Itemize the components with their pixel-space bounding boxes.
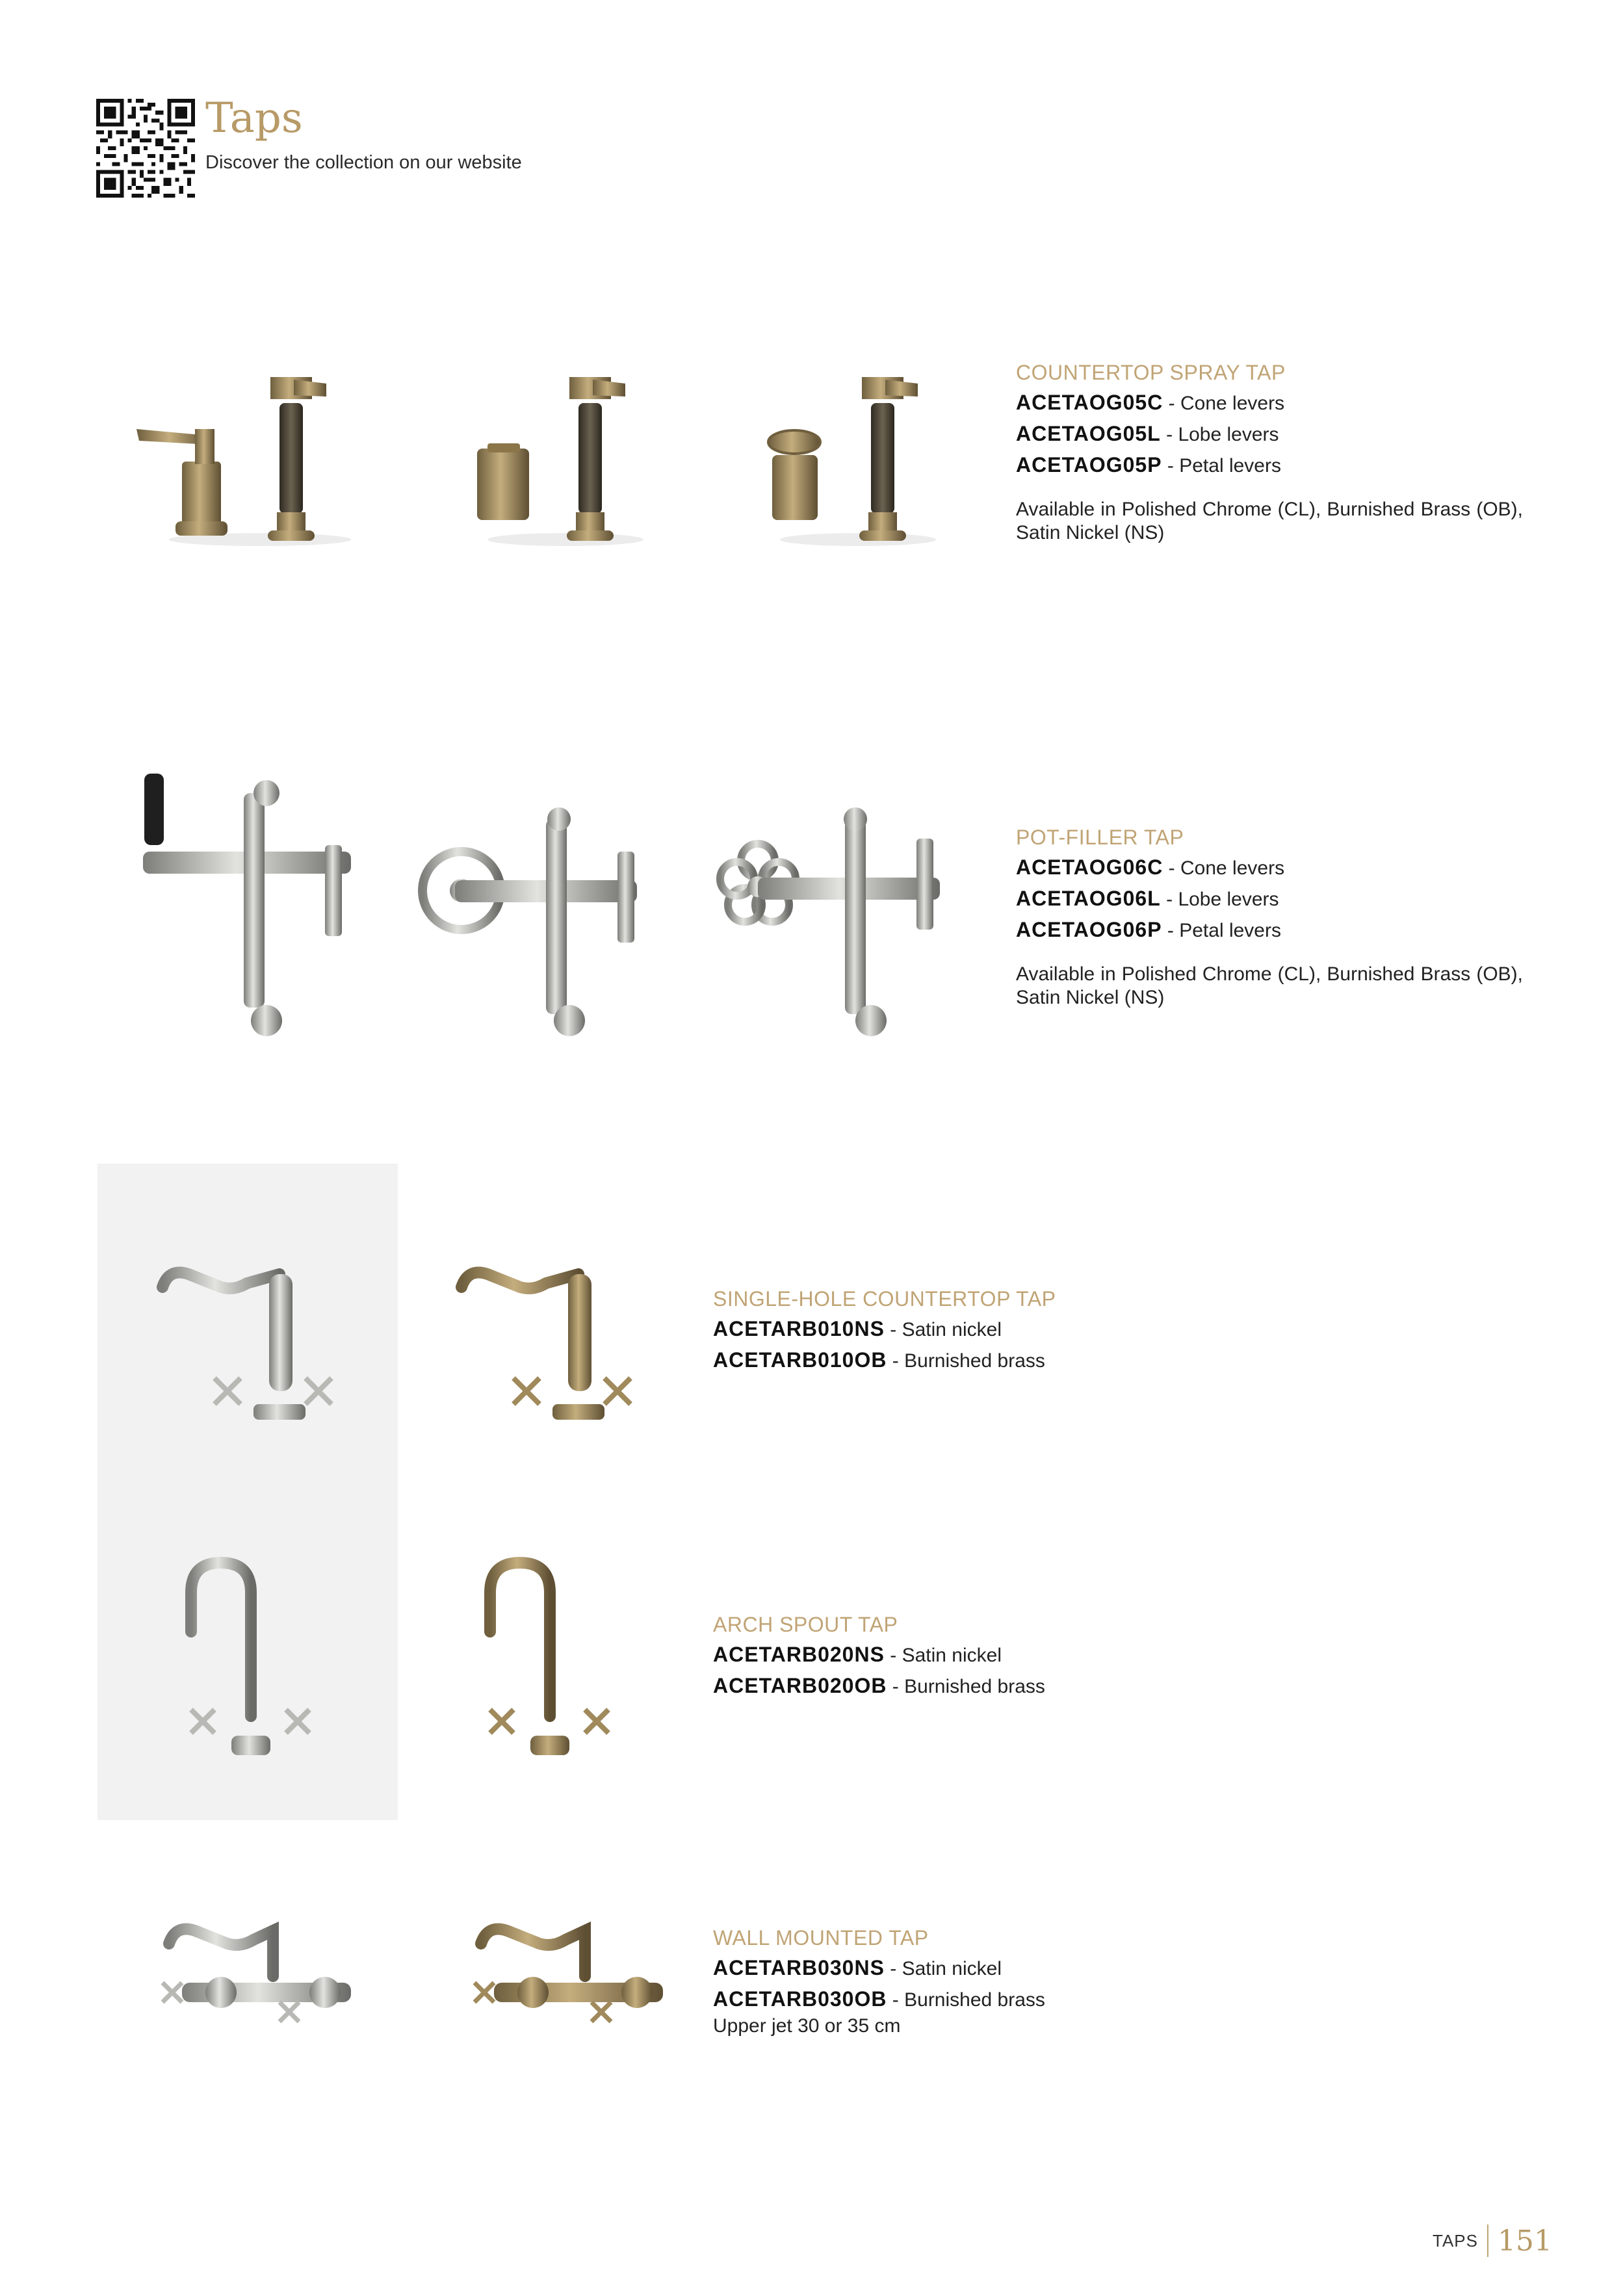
product-code-line: ACETAOG05P - Petal levers — [1016, 453, 1281, 476]
product-code-line: ACETAOG06C - Cone levers — [1016, 855, 1285, 879]
single-hole-tap-nickel-image — [149, 1248, 344, 1437]
product-code-line: ACETAOG06P - Petal levers — [1016, 918, 1281, 941]
product-variant: Lobe levers — [1178, 424, 1279, 445]
product-code: ACETARB030NS — [713, 1956, 885, 1979]
product-variant: Satin nickel — [902, 1319, 1002, 1340]
spray-tap-lobe-image — [468, 364, 663, 553]
product-variant: Satin nickel — [902, 1645, 1002, 1666]
arch-spout-tap-nickel-image — [175, 1554, 325, 1768]
product-title: WALL MOUNTED TAP — [713, 1926, 929, 1950]
product-code: ACETAOG05P — [1016, 453, 1162, 476]
product-variant: Petal levers — [1179, 920, 1281, 941]
page-subtitle: Discover the collection on our website — [205, 152, 522, 173]
product-variant: Satin nickel — [902, 1958, 1002, 1979]
footer-divider — [1487, 2224, 1488, 2257]
product-code: ACETARB030OB — [713, 1987, 887, 2011]
arch-spout-tap-brass-image — [474, 1554, 624, 1768]
wall-mounted-tap-block — [713, 1923, 1298, 2037]
pot-filler-cone-image — [130, 761, 364, 1047]
wall-mounted-tap-brass-image — [468, 1892, 689, 2061]
product-code: ACETAOG06L — [1016, 887, 1161, 910]
product-code: ACETAOG06C — [1016, 855, 1163, 879]
single-hole-tap-brass-image — [448, 1248, 643, 1437]
product-code-line: ACETAOG05L - Lobe levers — [1016, 422, 1279, 445]
product-code-line: ACETARB030OB - Burnished brass — [713, 1987, 1045, 2011]
product-code-line: ACETARB020OB - Burnished brass — [713, 1674, 1045, 1697]
page-footer — [1433, 2222, 1552, 2260]
product-code-line: ACETARB010OB - Burnished brass — [713, 1348, 1045, 1372]
product-code-line: ACETARB010NS - Satin nickel — [713, 1317, 1002, 1340]
spray-tap-cone-image — [130, 364, 377, 553]
product-code-line: ACETAOG06L - Lobe levers — [1016, 887, 1279, 910]
product-code-line: ACETAOG05C - Cone levers — [1016, 391, 1285, 414]
pot-filler-tap-block — [1016, 822, 1523, 1010]
section-label: TAPS — [1433, 2230, 1478, 2250]
product-code: ACETAOG05L — [1016, 422, 1161, 445]
single-hole-tap-block — [713, 1284, 1298, 1376]
page-title: Taps — [205, 94, 303, 142]
product-variant: Lobe levers — [1178, 889, 1279, 910]
product-code: ACETARB020NS — [713, 1643, 885, 1666]
pot-filler-lobe-image — [416, 806, 650, 1047]
product-title: COUNTERTOP SPRAY TAP — [1016, 361, 1286, 384]
qr-code[interactable] — [96, 99, 195, 198]
arch-spout-tap-block — [713, 1610, 1298, 1702]
product-variant: Burnished brass — [904, 1676, 1045, 1697]
spout-length-note: Upper jet 30 or 35 cm — [713, 2015, 901, 2037]
product-variant: Burnished brass — [904, 1989, 1045, 2011]
product-code: ACETAOG05C — [1016, 391, 1163, 414]
product-title: SINGLE-HOLE COUNTERTOP TAP — [713, 1287, 1056, 1311]
product-code: ACETAOG06P — [1016, 918, 1162, 941]
product-variant: Burnished brass — [904, 1350, 1045, 1372]
product-code: ACETARB010OB — [713, 1348, 887, 1372]
product-code: ACETARB010NS — [713, 1317, 885, 1340]
availability-note: Available in Polished Chrome (CL), Burnished Brass (OB), Satin Nickel (NS) — [1016, 963, 1523, 1008]
countertop-spray-tap-block — [1016, 358, 1523, 545]
availability-note: Available in Polished Chrome (CL), Burnished Brass (OB), Satin Nickel (NS) — [1016, 499, 1523, 543]
product-title: ARCH SPOUT TAP — [713, 1613, 898, 1636]
product-variant: Cone levers — [1180, 393, 1285, 414]
product-code-line: ACETARB030NS - Satin nickel — [713, 1956, 1002, 1979]
product-code: ACETARB020OB — [713, 1674, 887, 1697]
wall-mounted-tap-nickel-image — [156, 1892, 377, 2061]
product-title: POT-FILLER TAP — [1016, 826, 1184, 849]
spray-tap-petal-image — [760, 364, 955, 553]
pot-filler-petal-image — [715, 806, 949, 1047]
page-number: 151 — [1497, 2224, 1552, 2258]
product-variant: Cone levers — [1180, 857, 1285, 879]
product-variant: Petal levers — [1179, 455, 1281, 476]
product-code-line: ACETARB020NS - Satin nickel — [713, 1643, 1002, 1666]
